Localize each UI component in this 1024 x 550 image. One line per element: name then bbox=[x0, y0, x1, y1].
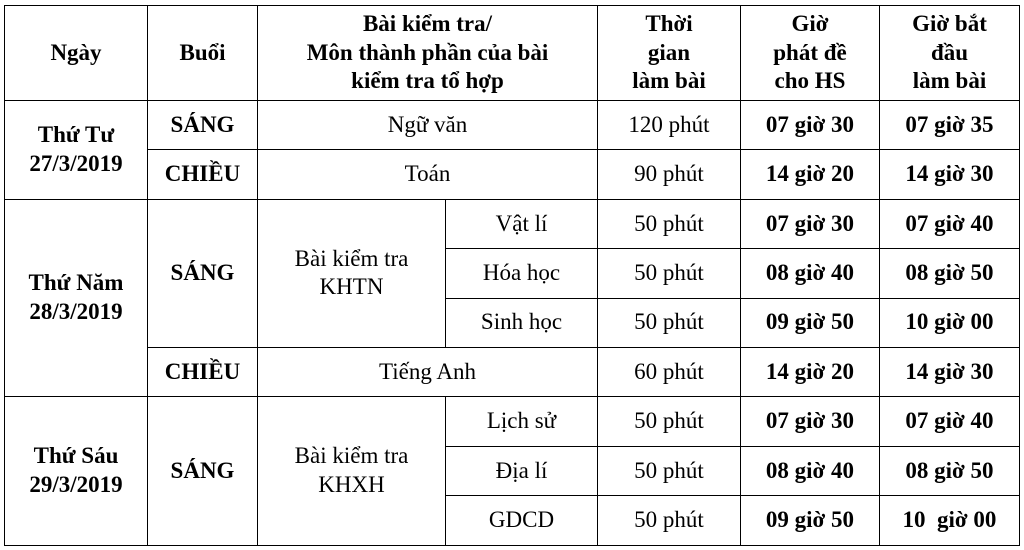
subject-cell: Sinh học bbox=[446, 298, 598, 347]
start-time-cell: 10 giờ 00 bbox=[880, 298, 1020, 347]
table-row bbox=[5, 397, 1020, 446]
header-mon-line: Bài kiểm tra/ bbox=[362, 10, 493, 36]
day-date: 27/3/2019 bbox=[29, 150, 123, 176]
duration-cell: 50 phút bbox=[598, 249, 741, 298]
duration-cell: 60 phút bbox=[598, 347, 741, 396]
subject-cell: Địa lí bbox=[446, 446, 598, 495]
header-batdau-line: Giờ bắt bbox=[912, 10, 987, 36]
day-cell bbox=[5, 101, 148, 200]
header-batdau bbox=[880, 6, 1020, 101]
day-name: Thứ Tư bbox=[37, 122, 115, 148]
header-thoigian-line: gian bbox=[647, 39, 691, 65]
duration-cell: 90 phút bbox=[598, 150, 741, 199]
duration-cell: 50 phút bbox=[598, 199, 741, 248]
duration-cell: 50 phút bbox=[598, 446, 741, 495]
start-time-cell: 08 giờ 50 bbox=[880, 249, 1020, 298]
header-phatde-line: phát đề bbox=[773, 39, 847, 65]
group-line: KHTN bbox=[319, 274, 384, 300]
subject-cell: Lịch sử bbox=[446, 397, 598, 446]
header-thoigian bbox=[598, 6, 741, 101]
handout-time-cell: 09 giờ 50 bbox=[741, 298, 880, 347]
handout-time-cell: 07 giờ 30 bbox=[741, 397, 880, 446]
header-mon-line: Môn thành phần của bài bbox=[306, 39, 549, 65]
subject-cell: Toán bbox=[258, 150, 598, 199]
header-phatde-line: cho HS bbox=[774, 68, 846, 94]
handout-time-cell: 09 giờ 50 bbox=[741, 496, 880, 545]
duration-cell: 50 phút bbox=[598, 298, 741, 347]
duration-cell: 50 phút bbox=[598, 496, 741, 545]
day-date: 28/3/2019 bbox=[29, 299, 123, 325]
group-line: KHXH bbox=[318, 471, 385, 497]
table-row bbox=[5, 150, 1020, 199]
subject-cell: Hóa học bbox=[446, 249, 598, 298]
handout-time-cell: 07 giờ 30 bbox=[741, 199, 880, 248]
handout-time-cell: 14 giờ 20 bbox=[741, 347, 880, 396]
header-thoigian-line: làm bài bbox=[632, 68, 706, 94]
start-time-cell: 08 giờ 50 bbox=[880, 446, 1020, 495]
header-mon bbox=[258, 6, 598, 101]
group-line: Bài kiểm tra bbox=[294, 245, 409, 271]
session-cell: CHIỀU bbox=[148, 150, 258, 199]
handout-time-cell: 07 giờ 30 bbox=[741, 101, 880, 150]
start-time-cell: 07 giờ 35 bbox=[880, 101, 1020, 150]
header-phatde-line: Giờ bbox=[791, 10, 829, 36]
day-cell bbox=[5, 397, 148, 545]
header-batdau-line: làm bài bbox=[912, 68, 987, 94]
handout-time-cell: 14 giờ 20 bbox=[741, 150, 880, 199]
start-time-cell: 07 giờ 40 bbox=[880, 199, 1020, 248]
exam-schedule-table bbox=[4, 5, 1020, 546]
subject-cell: Ngữ văn bbox=[258, 101, 598, 150]
duration-cell: 120 phút bbox=[598, 101, 741, 150]
table-row bbox=[5, 199, 1020, 248]
session-cell: SÁNG bbox=[148, 101, 258, 150]
start-time-cell: 07 giờ 40 bbox=[880, 397, 1020, 446]
group-cell bbox=[258, 397, 446, 545]
session-cell: SÁNG bbox=[148, 199, 258, 347]
header-batdau-line: đầu bbox=[930, 39, 969, 65]
session-cell: CHIỀU bbox=[148, 347, 258, 396]
group-line: Bài kiểm tra bbox=[294, 443, 409, 469]
day-name: Thứ Sáu bbox=[33, 443, 119, 469]
group-cell bbox=[258, 199, 446, 347]
start-time-cell: 14 giờ 30 bbox=[880, 347, 1020, 396]
header-ngay: Ngày bbox=[5, 6, 148, 101]
day-cell bbox=[5, 199, 148, 397]
header-mon-line: kiểm tra tổ hợp bbox=[351, 68, 504, 94]
day-name: Thứ Năm bbox=[28, 270, 124, 296]
subject-cell: Tiếng Anh bbox=[258, 347, 598, 396]
handout-time-cell: 08 giờ 40 bbox=[741, 249, 880, 298]
subject-cell: Vật lí bbox=[446, 199, 598, 248]
start-time-cell: 10 giờ 00 bbox=[880, 496, 1020, 545]
header-phatde bbox=[741, 6, 880, 101]
header-row bbox=[5, 6, 1020, 101]
subject-cell: GDCD bbox=[446, 496, 598, 545]
start-time-cell: 14 giờ 30 bbox=[880, 150, 1020, 199]
session-cell: SÁNG bbox=[148, 397, 258, 545]
handout-time-cell: 08 giờ 40 bbox=[741, 446, 880, 495]
day-date: 29/3/2019 bbox=[29, 471, 123, 497]
header-buoi: Buổi bbox=[148, 6, 258, 101]
table-row bbox=[5, 101, 1020, 150]
duration-cell: 50 phút bbox=[598, 397, 741, 446]
table-row bbox=[5, 347, 1020, 396]
header-thoigian-line: Thời bbox=[645, 10, 693, 36]
